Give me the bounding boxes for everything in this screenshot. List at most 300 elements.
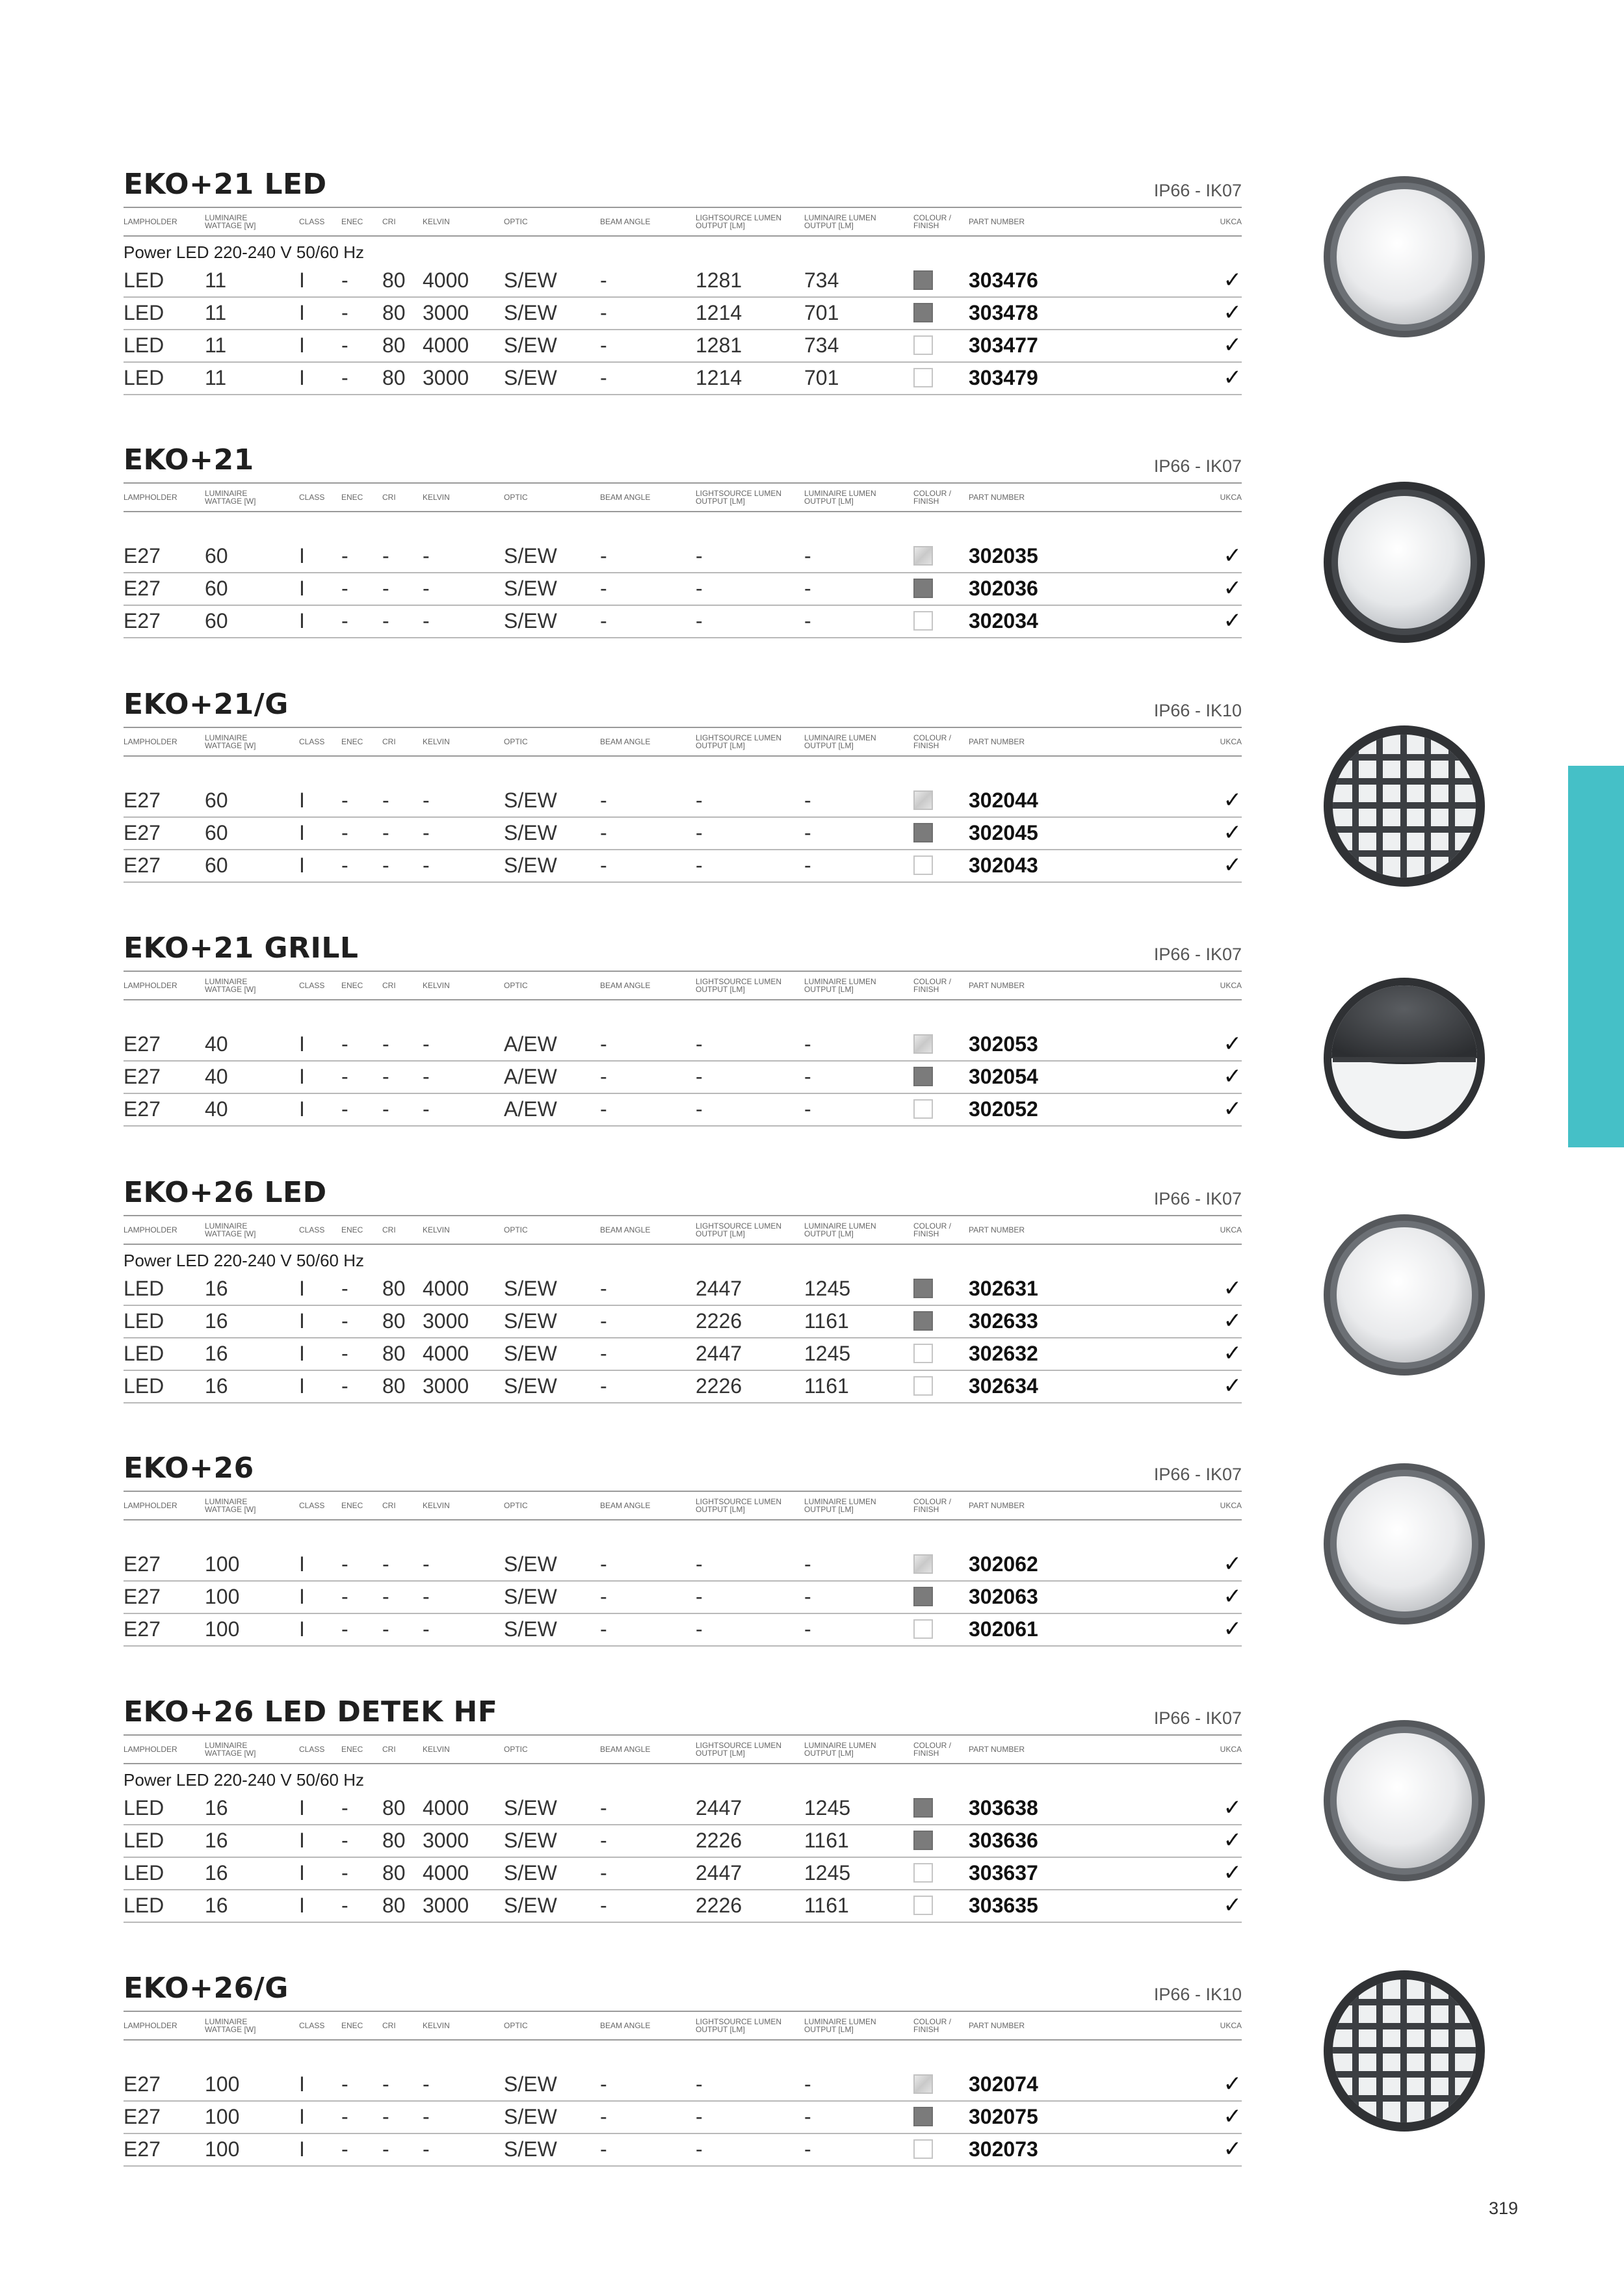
cell-part-number: 303636 (969, 1828, 1038, 1852)
cell-part-number: 302074 (969, 2072, 1038, 2096)
cell-colour-finish (913, 1582, 933, 1611)
ukca-check-icon: ✓ (1223, 788, 1242, 813)
cell-lampholder: LED (124, 300, 164, 324)
ukca-check-icon: ✓ (1223, 853, 1242, 878)
cell-colour-finish (913, 1062, 933, 1091)
finish-swatch-white (913, 335, 933, 355)
cell-luminaire-lumen: - (804, 1097, 811, 1121)
cell-wattage: 16 (205, 1795, 228, 1820)
section-title-row (124, 1972, 1242, 2011)
cell-enec: - (341, 2137, 348, 2161)
cell-lampholder: E27 (124, 1584, 161, 1608)
product-section (124, 1695, 1242, 1923)
cell-enec: - (341, 1584, 348, 1608)
header-luminaire-lumen: LUMINAIRE LUMEN OUTPUT [LM] (804, 1497, 876, 1514)
cell-part-number: 302034 (969, 608, 1038, 633)
cell-cri: - (382, 1064, 389, 1088)
cell-optic: S/EW (504, 1617, 557, 1641)
ukca-check-icon: ✓ (1223, 1374, 1242, 1398)
cell-lampholder: LED (124, 1276, 164, 1300)
cell-kelvin: 4000 (423, 1860, 469, 1885)
cell-optic: S/EW (504, 1552, 557, 1576)
cell-enec: - (341, 1341, 348, 1365)
ukca-check-icon: ✓ (1223, 608, 1242, 633)
cell-cri: - (382, 2104, 389, 2128)
cell-colour-finish (913, 1614, 933, 1644)
cell-cri: 80 (382, 1309, 406, 1333)
cell-colour-finish (913, 1306, 933, 1336)
cell-luminaire-lumen: - (804, 1552, 811, 1576)
ip-ik-rating: IP66 - IK07 (1153, 1189, 1242, 1208)
table-row (124, 606, 1242, 638)
cell-part-number: 302633 (969, 1309, 1038, 1333)
product-section (124, 443, 1242, 638)
cell-optic: S/EW (504, 820, 557, 844)
header-class: CLASS (299, 493, 325, 502)
cell-part-number: 302631 (969, 1276, 1038, 1300)
cell-lightsource-lumen: - (696, 543, 703, 567)
cell-lightsource-lumen: - (696, 1064, 703, 1088)
finish-swatch-silver (913, 790, 933, 810)
cell-luminaire-lumen: - (804, 1032, 811, 1056)
ukca-check-icon: ✓ (1223, 1828, 1242, 1853)
header-luminaire-lumen: LUMINAIRE LUMEN OUTPUT [LM] (804, 977, 876, 994)
cell-luminaire-lumen: - (804, 1617, 811, 1641)
cell-colour-finish (913, 1858, 933, 1888)
cell-beam-angle: - (600, 268, 607, 292)
cell-lightsource-lumen: - (696, 853, 703, 877)
product-title: EKO+21 (124, 443, 254, 476)
cell-kelvin: 4000 (423, 1276, 469, 1300)
header-cri: CRI (382, 1501, 396, 1510)
power-spec: Power LED 220-240 V 50/60 Hz (124, 242, 364, 262)
cell-lampholder: LED (124, 365, 164, 389)
cell-cri: - (382, 1097, 389, 1121)
ukca-check-icon: ✓ (1223, 268, 1242, 293)
header-colour-finish: COLOUR / FINISH (913, 977, 952, 994)
header-part-number: PART NUMBER (969, 737, 1025, 746)
cell-cri: - (382, 576, 389, 600)
cell-class: I (299, 300, 305, 324)
header-enec: ENEC (341, 981, 363, 990)
cell-lampholder: E27 (124, 543, 161, 567)
header-enec: ENEC (341, 1501, 363, 1510)
cell-lampholder: E27 (124, 576, 161, 600)
header-optic: OPTIC (504, 493, 528, 502)
finish-swatch-grey (913, 1831, 933, 1850)
table-row (124, 1338, 1242, 1371)
product-section (124, 1452, 1242, 1647)
header-kelvin: KELVIN (423, 737, 450, 746)
finish-swatch-silver (913, 1554, 933, 1574)
cell-optic: S/EW (504, 268, 557, 292)
cell-beam-angle: - (600, 1893, 607, 1917)
cell-lightsource-lumen: - (696, 2137, 703, 2161)
table-row (124, 1029, 1242, 1062)
cell-colour-finish (913, 330, 933, 360)
cell-optic: S/EW (504, 788, 557, 812)
cell-kelvin: - (423, 1617, 430, 1641)
cell-wattage: 11 (205, 365, 227, 389)
ip-ik-rating: IP66 - IK07 (1153, 181, 1242, 200)
header-beam-angle: BEAM ANGLE (600, 981, 651, 990)
cell-optic: S/EW (504, 1893, 557, 1917)
header-beam-angle: BEAM ANGLE (600, 737, 651, 746)
section-title-row (124, 1452, 1242, 1491)
cell-lightsource-lumen: 2226 (696, 1828, 742, 1852)
cell-beam-angle: - (600, 2072, 607, 2096)
ip-ik-rating: IP66 - IK07 (1153, 1708, 1242, 1728)
cell-optic: S/EW (504, 1584, 557, 1608)
cell-lampholder: LED (124, 1374, 164, 1398)
cell-part-number: 302062 (969, 1552, 1038, 1576)
header-class: CLASS (299, 1745, 325, 1754)
finish-swatch-white (913, 368, 933, 387)
header-lightsource-lumen: LIGHTSOURCE LUMEN OUTPUT [LM] (696, 2017, 782, 2034)
cell-beam-angle: - (600, 300, 607, 324)
finish-swatch-grey (913, 270, 933, 290)
cell-lampholder: E27 (124, 2137, 161, 2161)
cell-part-number: 302036 (969, 576, 1038, 600)
cell-lampholder: E27 (124, 788, 161, 812)
cell-cri: - (382, 820, 389, 844)
cell-optic: S/EW (504, 300, 557, 324)
header-enec: ENEC (341, 493, 363, 502)
header-part-number: PART NUMBER (969, 1501, 1025, 1510)
cell-colour-finish (913, 265, 933, 295)
cell-part-number: 302054 (969, 1064, 1038, 1088)
cell-wattage: 100 (205, 2104, 240, 2128)
cell-class: I (299, 1893, 305, 1917)
cell-lightsource-lumen: 2226 (696, 1374, 742, 1398)
header-class: CLASS (299, 217, 325, 226)
cell-luminaire-lumen: 1161 (804, 1828, 849, 1852)
cell-part-number: 302063 (969, 1584, 1038, 1608)
cell-wattage: 100 (205, 2072, 240, 2096)
table-row (124, 2134, 1242, 2167)
cell-luminaire-lumen: 701 (804, 300, 839, 324)
cell-class: I (299, 1552, 305, 1576)
cell-wattage: 100 (205, 1584, 240, 1608)
cell-optic: S/EW (504, 853, 557, 877)
cell-enec: - (341, 608, 348, 633)
finish-swatch-white (913, 1376, 933, 1396)
cell-wattage: 11 (205, 268, 227, 292)
header-beam-angle: BEAM ANGLE (600, 1225, 651, 1234)
cell-colour-finish (913, 1273, 933, 1303)
cell-colour-finish (913, 1549, 933, 1579)
cell-class: I (299, 365, 305, 389)
header-kelvin: KELVIN (423, 217, 450, 226)
table-row (124, 1858, 1242, 1890)
cell-cri: 80 (382, 1828, 406, 1852)
cell-luminaire-lumen: - (804, 2072, 811, 2096)
header-wattage: LUMINAIRE WATTAGE [W] (205, 977, 256, 994)
table-row (124, 1062, 1242, 1094)
cell-beam-angle: - (600, 576, 607, 600)
cell-part-number: 302061 (969, 1617, 1038, 1641)
cell-beam-angle: - (600, 1097, 607, 1121)
header-lightsource-lumen: LIGHTSOURCE LUMEN OUTPUT [LM] (696, 489, 782, 506)
cell-kelvin: - (423, 2104, 430, 2128)
finish-swatch-white (913, 2139, 933, 2159)
cell-wattage: 16 (205, 1860, 228, 1885)
cell-beam-angle: - (600, 1617, 607, 1641)
header-wattage: LUMINAIRE WATTAGE [W] (205, 2017, 256, 2034)
product-section (124, 1176, 1242, 1403)
cell-lightsource-lumen: - (696, 2104, 703, 2128)
cell-part-number: 302053 (969, 1032, 1038, 1056)
cell-part-number: 303635 (969, 1893, 1038, 1917)
cell-class: I (299, 1860, 305, 1885)
header-luminaire-lumen: LUMINAIRE LUMEN OUTPUT [LM] (804, 2017, 876, 2034)
cell-cri: 80 (382, 1893, 406, 1917)
cell-luminaire-lumen: - (804, 1064, 811, 1088)
cell-colour-finish (913, 2134, 933, 2164)
header-ukca: UKCA (1220, 981, 1242, 990)
cell-optic: S/EW (504, 1795, 557, 1820)
table-row (124, 785, 1242, 818)
product-title: EKO+26 LED (124, 1176, 327, 1209)
cell-luminaire-lumen: - (804, 1584, 811, 1608)
header-lampholder: LAMPHOLDER (124, 217, 177, 226)
cell-lampholder: E27 (124, 1552, 161, 1576)
cell-lampholder: E27 (124, 820, 161, 844)
cell-luminaire-lumen: 1245 (804, 1276, 851, 1300)
cell-beam-angle: - (600, 2104, 607, 2128)
cell-beam-angle: - (600, 1032, 607, 1056)
finish-swatch-white (913, 1344, 933, 1363)
cell-class: I (299, 333, 305, 357)
header-lampholder: LAMPHOLDER (124, 493, 177, 502)
cell-lampholder: E27 (124, 608, 161, 633)
table-row (124, 1582, 1242, 1614)
cell-kelvin: 3000 (423, 1374, 469, 1398)
ukca-check-icon: ✓ (1223, 333, 1242, 358)
cell-lampholder: LED (124, 1893, 164, 1917)
header-optic: OPTIC (504, 737, 528, 746)
cell-colour-finish (913, 1029, 933, 1059)
product-title: EKO+26/G (124, 1972, 289, 2005)
cell-enec: - (341, 1552, 348, 1576)
ukca-check-icon: ✓ (1223, 1064, 1242, 1089)
cell-optic: S/EW (504, 333, 557, 357)
table-header (124, 1491, 1242, 1520)
header-lampholder: LAMPHOLDER (124, 2021, 177, 2030)
cell-enec: - (341, 1828, 348, 1852)
header-lightsource-lumen: LIGHTSOURCE LUMEN OUTPUT [LM] (696, 733, 782, 750)
ukca-check-icon: ✓ (1223, 1032, 1242, 1056)
ukca-check-icon: ✓ (1223, 543, 1242, 568)
header-wattage: LUMINAIRE WATTAGE [W] (205, 213, 256, 230)
cell-colour-finish (913, 1094, 933, 1124)
cell-wattage: 16 (205, 1828, 228, 1852)
cell-class: I (299, 1584, 305, 1608)
cell-lampholder: E27 (124, 2104, 161, 2128)
cell-optic: S/EW (504, 2072, 557, 2096)
header-class: CLASS (299, 737, 325, 746)
cell-luminaire-lumen: - (804, 788, 811, 812)
page-number: 319 (1489, 2198, 1519, 2218)
header-lampholder: LAMPHOLDER (124, 1745, 177, 1754)
product-title: EKO+26 LED DETEK HF (124, 1695, 498, 1729)
cell-wattage: 60 (205, 576, 228, 600)
cell-part-number: 303478 (969, 300, 1038, 324)
cell-cri: - (382, 1552, 389, 1576)
header-cri: CRI (382, 1225, 396, 1234)
cell-kelvin: 3000 (423, 1828, 469, 1852)
product-image (1320, 1716, 1489, 1888)
cell-lampholder: LED (124, 1795, 164, 1820)
header-enec: ENEC (341, 737, 363, 746)
cell-colour-finish (913, 1338, 933, 1368)
cell-part-number: 302632 (969, 1341, 1038, 1365)
cell-wattage: 40 (205, 1032, 228, 1056)
cell-lightsource-lumen: - (696, 1097, 703, 1121)
ukca-check-icon: ✓ (1223, 1276, 1242, 1301)
section-title-row (124, 168, 1242, 207)
header-lightsource-lumen: LIGHTSOURCE LUMEN OUTPUT [LM] (696, 1221, 782, 1238)
cell-class: I (299, 1374, 305, 1398)
table-row (124, 1094, 1242, 1127)
header-lampholder: LAMPHOLDER (124, 1501, 177, 1510)
header-cri: CRI (382, 981, 396, 990)
header-optic: OPTIC (504, 1225, 528, 1234)
cell-enec: - (341, 1374, 348, 1398)
cell-enec: - (341, 1617, 348, 1641)
header-colour-finish: COLOUR / FINISH (913, 2017, 952, 2034)
cell-cri: 80 (382, 333, 406, 357)
ukca-check-icon: ✓ (1223, 1795, 1242, 1820)
cell-class: I (299, 2072, 305, 2096)
ip-ik-rating: IP66 - IK07 (1153, 945, 1242, 964)
table-header (124, 1734, 1242, 1764)
cell-kelvin: 3000 (423, 1893, 469, 1917)
header-colour-finish: COLOUR / FINISH (913, 1741, 952, 1758)
cell-part-number: 302045 (969, 820, 1038, 844)
cell-optic: S/EW (504, 1828, 557, 1852)
cell-class: I (299, 820, 305, 844)
header-lampholder: LAMPHOLDER (124, 981, 177, 990)
cell-enec: - (341, 576, 348, 600)
cell-colour-finish (913, 541, 933, 571)
header-beam-angle: BEAM ANGLE (600, 493, 651, 502)
cell-luminaire-lumen: 734 (804, 333, 839, 357)
cell-lightsource-lumen: 1214 (696, 300, 742, 324)
cell-cri: 80 (382, 1860, 406, 1885)
product-image (1320, 172, 1489, 345)
table-row (124, 1371, 1242, 1403)
cell-wattage: 16 (205, 1309, 228, 1333)
finish-swatch-white (913, 1863, 933, 1883)
cell-wattage: 11 (205, 300, 227, 324)
cell-colour-finish (913, 298, 933, 328)
ip-ik-rating: IP66 - IK10 (1153, 1985, 1242, 2004)
cell-wattage: 60 (205, 788, 228, 812)
ip-ik-rating: IP66 - IK10 (1153, 701, 1242, 720)
cell-colour-finish (913, 850, 933, 880)
section-color-tab (1568, 766, 1624, 1147)
cell-optic: S/EW (504, 2104, 557, 2128)
finish-swatch-grey (913, 1587, 933, 1606)
cell-luminaire-lumen: - (804, 608, 811, 633)
finish-swatch-white (913, 1619, 933, 1639)
cell-class: I (299, 1617, 305, 1641)
table-row (124, 298, 1242, 330)
cell-luminaire-lumen: 701 (804, 365, 839, 389)
cell-wattage: 16 (205, 1893, 228, 1917)
header-colour-finish: COLOUR / FINISH (913, 213, 952, 230)
cell-kelvin: - (423, 1032, 430, 1056)
cell-cri: 80 (382, 300, 406, 324)
header-cri: CRI (382, 1745, 396, 1754)
cell-class: I (299, 1064, 305, 1088)
cell-cri: - (382, 2072, 389, 2096)
table-header (124, 971, 1242, 1000)
cell-class: I (299, 1795, 305, 1820)
cell-enec: - (341, 1860, 348, 1885)
header-luminaire-lumen: LUMINAIRE LUMEN OUTPUT [LM] (804, 733, 876, 750)
header-kelvin: KELVIN (423, 1225, 450, 1234)
cell-colour-finish (913, 2069, 933, 2099)
header-wattage: LUMINAIRE WATTAGE [W] (205, 1497, 256, 1514)
header-beam-angle: BEAM ANGLE (600, 2021, 651, 2030)
cell-luminaire-lumen: 734 (804, 268, 839, 292)
finish-swatch-white (913, 611, 933, 631)
ukca-check-icon: ✓ (1223, 1341, 1242, 1366)
table-row (124, 818, 1242, 850)
finish-swatch-grey (913, 1798, 933, 1818)
cell-part-number: 303479 (969, 365, 1038, 389)
table-row (124, 573, 1242, 606)
cell-kelvin: 4000 (423, 1795, 469, 1820)
header-lightsource-lumen: LIGHTSOURCE LUMEN OUTPUT [LM] (696, 1497, 782, 1514)
cell-cri: 80 (382, 268, 406, 292)
header-part-number: PART NUMBER (969, 1745, 1025, 1754)
cell-wattage: 60 (205, 820, 228, 844)
cell-lightsource-lumen: - (696, 1032, 703, 1056)
table-row (124, 1793, 1242, 1825)
cell-enec: - (341, 1893, 348, 1917)
cell-enec: - (341, 820, 348, 844)
cell-lampholder: E27 (124, 853, 161, 877)
cell-luminaire-lumen: - (804, 853, 811, 877)
cell-class: I (299, 1309, 305, 1333)
product-image (1320, 722, 1489, 894)
table-row (124, 2102, 1242, 2134)
power-spec: Power LED 220-240 V 50/60 Hz (124, 1251, 364, 1270)
table-header (124, 482, 1242, 512)
cell-wattage: 60 (205, 608, 228, 633)
cell-wattage: 60 (205, 853, 228, 877)
ukca-check-icon: ✓ (1223, 576, 1242, 601)
header-lightsource-lumen: LIGHTSOURCE LUMEN OUTPUT [LM] (696, 213, 782, 230)
header-enec: ENEC (341, 217, 363, 226)
cell-lightsource-lumen: - (696, 608, 703, 633)
cell-beam-angle: - (600, 365, 607, 389)
cell-luminaire-lumen: 1161 (804, 1893, 849, 1917)
header-part-number: PART NUMBER (969, 981, 1025, 990)
cell-lampholder: E27 (124, 1064, 161, 1088)
cell-optic: S/EW (504, 608, 557, 633)
finish-swatch-grey (913, 1311, 933, 1331)
product-title: EKO+21 GRILL (124, 932, 359, 965)
cell-optic: S/EW (504, 576, 557, 600)
cell-enec: - (341, 1032, 348, 1056)
cell-beam-angle: - (600, 2137, 607, 2161)
cell-enec: - (341, 1795, 348, 1820)
ukca-check-icon: ✓ (1223, 1097, 1242, 1121)
